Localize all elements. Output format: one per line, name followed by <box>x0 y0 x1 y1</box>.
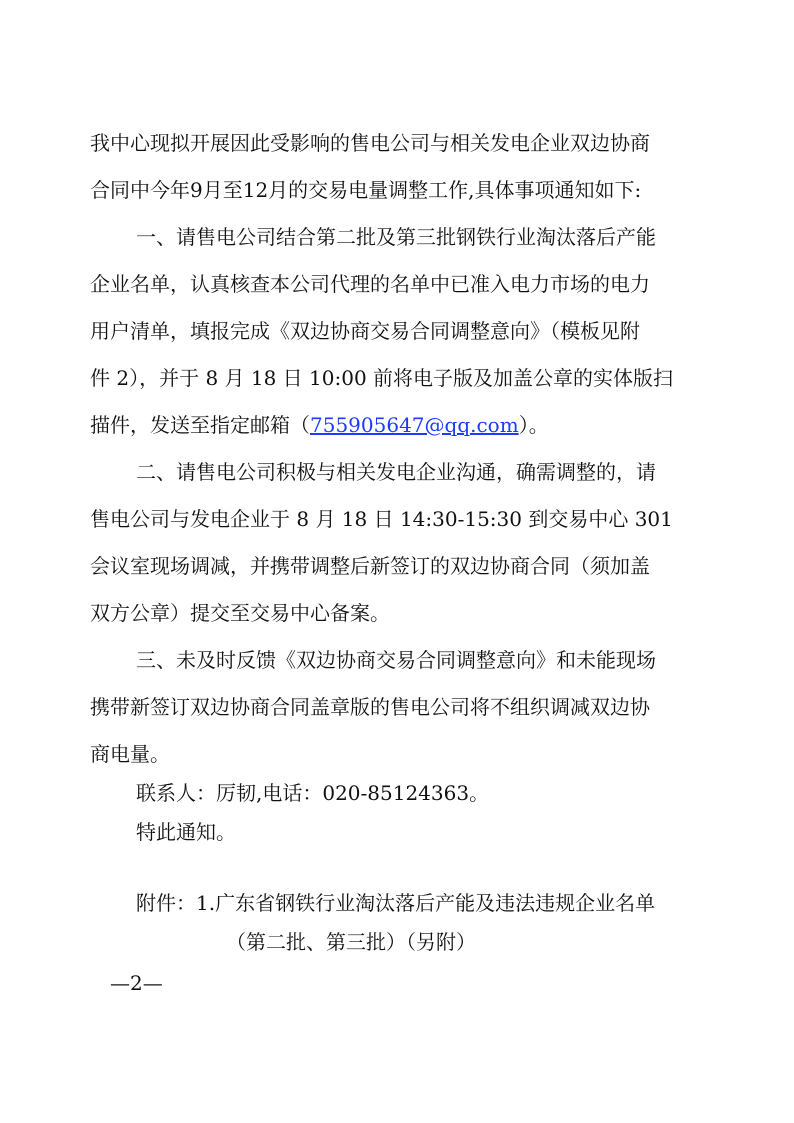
item-1-line-4: 件 2），并于 8 月 18 日 10:00 前将电子版及加盖公章的实体版扫 <box>90 366 674 390</box>
item-2-line-4: 双方公章）提交至交易中心备案。 <box>90 601 390 625</box>
page-number: —2— <box>110 971 163 995</box>
item-3-line-1: 三、未及时反馈《双边协商交易合同调整意向》和未能现场 <box>136 648 656 672</box>
paragraph-intro-line-2: 合同中今年9月至12月的交易电量调整工作,具体事项通知如下: <box>90 178 642 202</box>
item-1-line-1: 一、请售电公司结合第二批及第三批钢铁行业淘汰落后产能 <box>136 225 656 249</box>
contact-line: 联系人：厉韧,电话：020-85124363。 <box>136 781 490 805</box>
item-1-line-3: 用户清单，填报完成《双边协商交易合同调整意向》（模板见附 <box>90 319 640 343</box>
paragraph-intro-line-1: 我中心现拟开展因此受影响的售电公司与相关发电企业双边协商 <box>90 131 650 155</box>
item-1-line-2: 企业名单，认真核查本公司代理的名单中已准入电力市场的电力 <box>90 272 650 296</box>
email-link[interactable]: 755905647@qq.com <box>310 413 519 437</box>
attachment-line-1: 附件：1.广东省钢铁行业淘汰落后产能及违法违规企业名单 <box>136 891 656 915</box>
notice-line: 特此通知。 <box>136 820 236 844</box>
attachment-line-2: （第二批、第三批）（另附） <box>226 930 476 954</box>
item-2-line-3: 会议室现场调减，并携带调整后新签订的双边协商合同（须加盖 <box>90 554 650 578</box>
item-2-line-2: 售电公司与发电企业于 8 月 18 日 14:30-15:30 到交易中心 301 <box>90 507 673 531</box>
item-1-line-5-suffix: ）。 <box>518 413 549 437</box>
item-1-line-5-prefix: 描件，发送至指定邮箱（ <box>90 413 310 437</box>
item-1-line-5 <box>90 413 549 437</box>
item-3-line-2: 携带新签订双边协商合同盖章版的售电公司将不组织调减双边协 <box>90 695 650 719</box>
item-3-line-3: 商电量。 <box>90 742 170 766</box>
item-2-line-1: 二、请售电公司积极与相关发电企业沟通，确需调整的，请 <box>136 460 656 484</box>
